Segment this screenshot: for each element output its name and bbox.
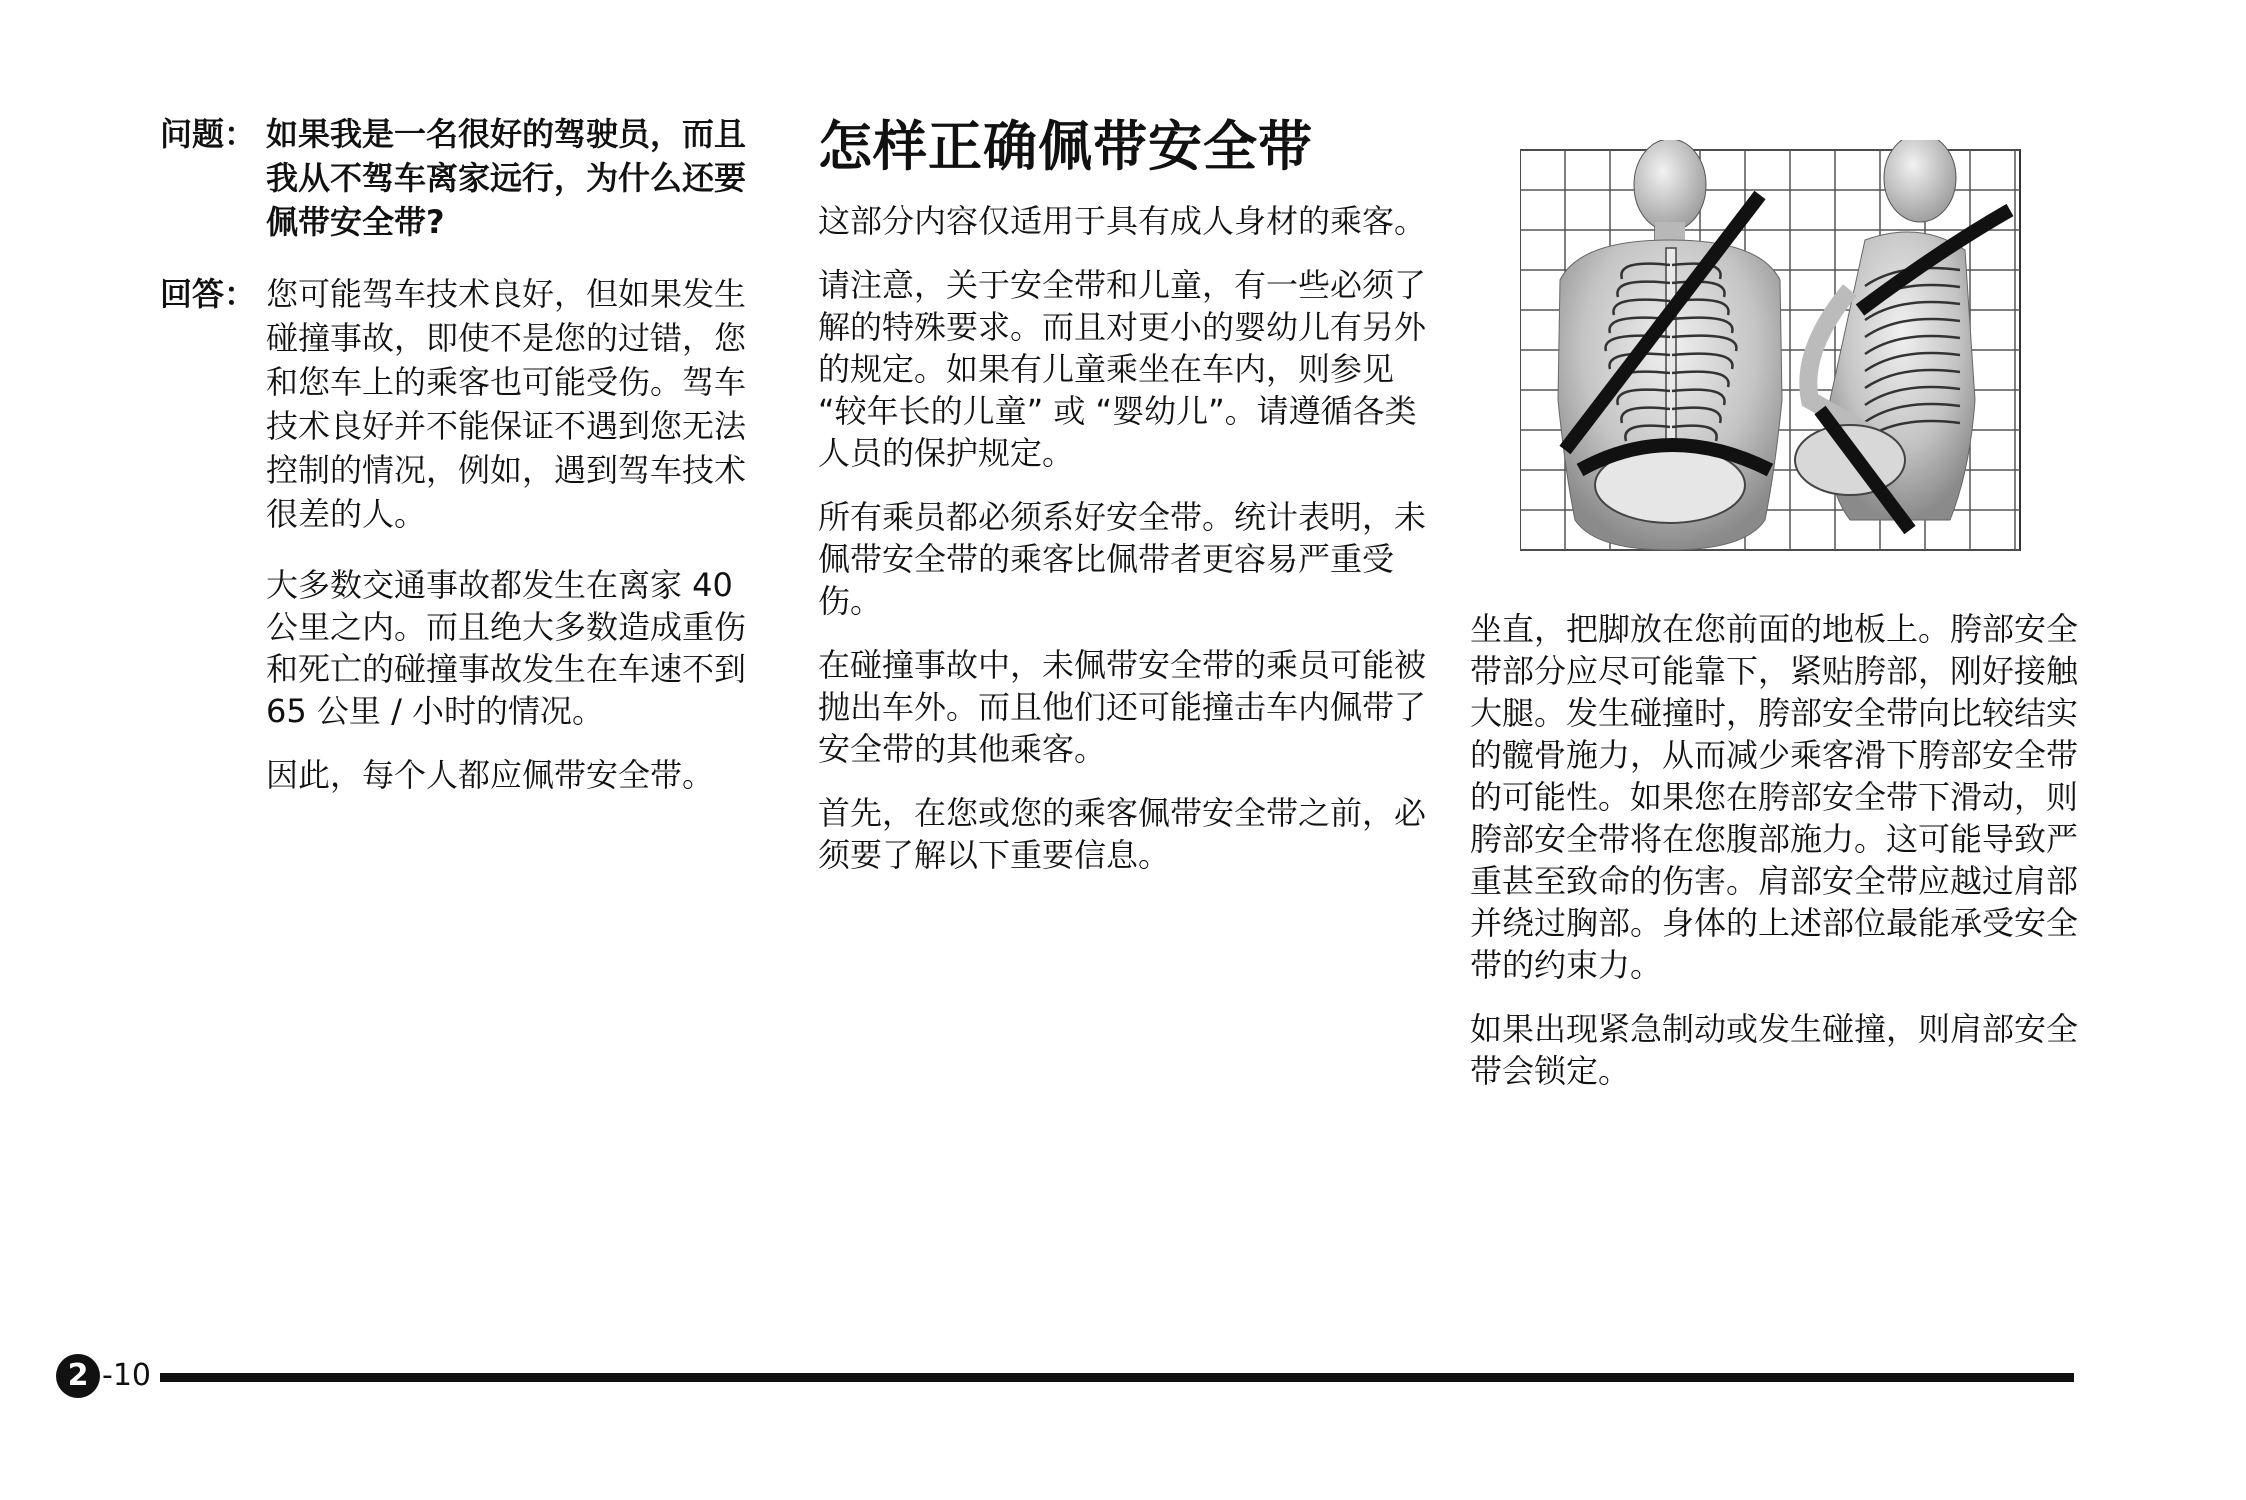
page-number: -10 [102, 1358, 151, 1393]
section-title: 怎样正确佩带安全带 [818, 115, 1313, 178]
body-paragraph: 首先，在您或您的乘客佩带安全带之前，必须要了解以下重要信息。 [818, 794, 1427, 874]
footer-rule [160, 1373, 2074, 1382]
answer-tag: 回答： [160, 275, 257, 313]
question-tag: 问题： [160, 115, 257, 153]
body-paragraph: 在碰撞事故中，未佩带安全带的乘员可能被抛出车外。而且他们还可能撞击车内佩带了安全带的其他乘客。 [818, 646, 1427, 768]
answer-block [160, 272, 760, 536]
body-paragraph: 所有乘员都必须系好安全带。统计表明，未佩带安全带的乘客比佩带者更容易严重受伤。 [818, 498, 1427, 620]
answer-text: 您可能驾车技术良好，但如果发生碰撞事故，即使不是您的过错，您和您车上的乘客也可能受伤。驾车技术良好并不能保证不遇到您无法控制的情况，例如，遇到驾车技术很差的人。 [266, 275, 747, 533]
body-paragraph: 如果出现紧急制动或发生碰撞，则肩部安全带会锁定。 [1470, 1010, 2079, 1090]
body-paragraph: 坐直，把脚放在您前面的地板上。胯部安全带部分应尽可能靠下，紧贴胯部，刚好接触大腿。发生碰撞时，胯部安全带向比较结实的髋骨施力，从而减少乘客滑下胯部安全带的可能性。如果您在胯部安全带下滑动，则胯部安全带将在您腹部施力。这可能导致严重甚至致命的伤害。肩部安全带应越过肩部并绕过胸部。身体的上述部位最能承受安全带的约束力。 [1470, 610, 2079, 984]
accident-distance-paragraph: 大多数交通事故都发生在离家 40 公里之内。而且绝大多数造成重伤和死亡的碰撞事故发生在车速不到 65 公里 / 小时的情况。 [266, 566, 747, 730]
question-text: 如果我是一名很好的驾驶员，而且我从不驾车离家远行，为什么还要佩带安全带? [266, 115, 747, 241]
seatbelt-illustration-svg [1520, 140, 2040, 560]
page-footer [56, 1354, 2076, 1404]
conclusion-paragraph: 因此，每个人都应佩带安全带。 [266, 756, 715, 794]
seatbelt-skeleton-illustration [1520, 140, 2040, 560]
body-paragraph: 请注意，关于安全带和儿童，有一些必须了解的特殊要求。而且对更小的婴幼儿有另外的规定。如果有儿童乘坐在车内，则参见 “较年长的儿童” 或 “婴幼儿”。请遵循各类人员的保护规定。 [818, 266, 1427, 472]
question-block [160, 112, 760, 244]
middle-column [818, 112, 1438, 898]
right-column [1470, 140, 2090, 1114]
body-paragraph: 这部分内容仅适用于具有成人身材的乘客。 [818, 202, 1427, 240]
chapter-badge: 2 [56, 1354, 100, 1398]
left-column [160, 112, 760, 818]
